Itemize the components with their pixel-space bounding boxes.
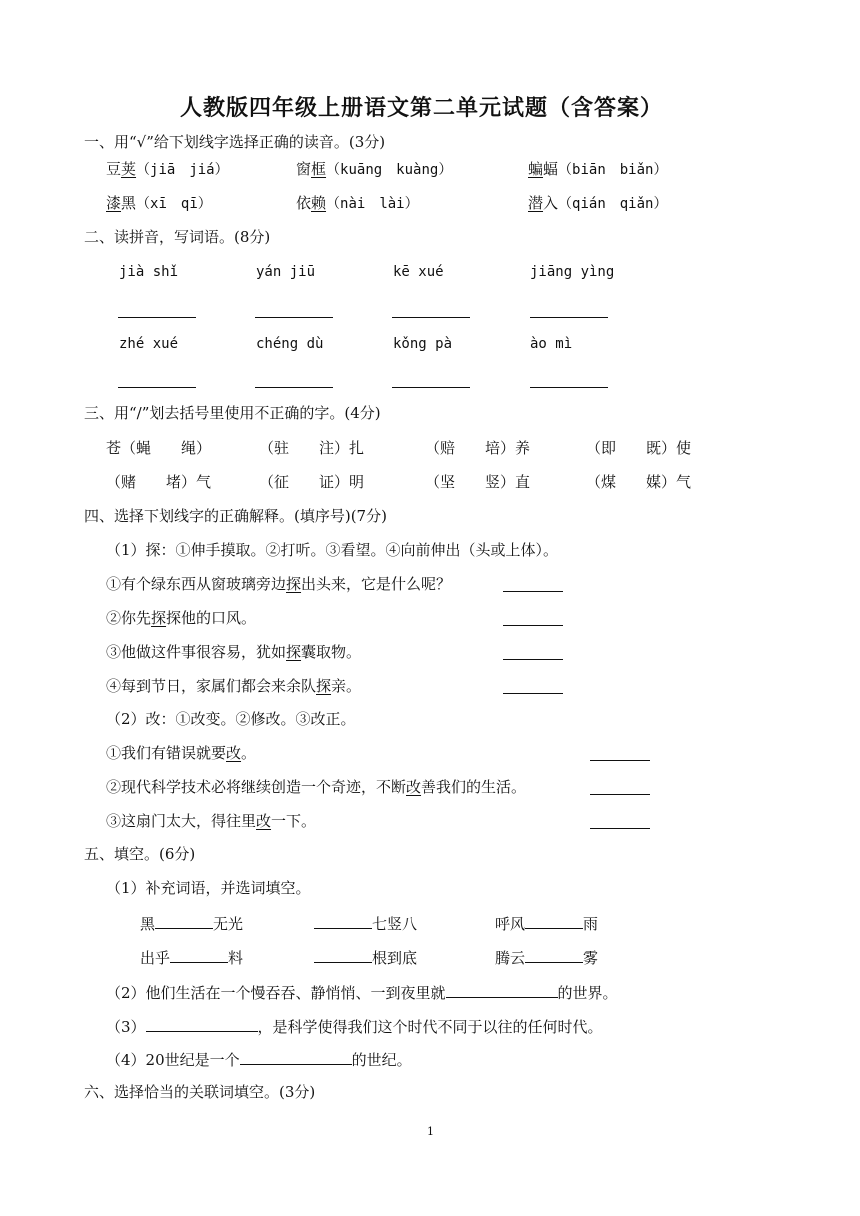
- answer-blank[interactable]: [525, 914, 583, 929]
- underlined-char: 探: [286, 575, 302, 593]
- answer-blank[interactable]: [530, 387, 608, 388]
- sentence: ③这扇门太大，得往里改一下。: [106, 812, 317, 830]
- answer-blank[interactable]: [446, 983, 558, 998]
- idiom-fill: 腾云 雾: [495, 949, 599, 967]
- answer-blank[interactable]: [314, 914, 372, 929]
- underlined-char: 赖: [311, 194, 327, 212]
- underlined-char: 探: [151, 609, 167, 627]
- answer-blank[interactable]: [170, 948, 228, 963]
- answer-blank[interactable]: [314, 948, 372, 963]
- idiom-fill: 出乎 料: [140, 949, 244, 967]
- underlined-char: 改: [406, 778, 422, 796]
- fill-sentence: （3） ，是科学使得我们这个时代不同于以往的任何时代。: [106, 1018, 603, 1036]
- idiom-fill: 呼风 雨: [495, 915, 599, 933]
- section-4-heading: 四、选择下划线字的正确解释。(填序号)(7分): [84, 507, 387, 525]
- pinyin-cue: jià shǐ: [119, 264, 179, 280]
- answer-blank[interactable]: [503, 693, 563, 694]
- s3-item[interactable]: （征 证）明: [259, 473, 365, 491]
- s1-item: 漆黑（xī qī）: [106, 194, 212, 212]
- answer-blank[interactable]: [392, 387, 470, 388]
- pinyin-cue: zhé xué: [119, 336, 179, 352]
- answer-blank[interactable]: [118, 317, 196, 318]
- question-line: （1）补充词语，并选词填空。: [106, 879, 311, 897]
- answer-blank[interactable]: [240, 1050, 352, 1065]
- underlined-char: 改: [226, 744, 242, 762]
- pinyin-cue: kǒng pà: [393, 336, 453, 352]
- idiom-fill: 根到底: [314, 948, 417, 966]
- page-number: 1: [427, 1125, 434, 1138]
- s3-item[interactable]: （赌 堵）气: [106, 473, 212, 491]
- sentence: ①我们有错误就要改。: [106, 744, 257, 762]
- definition-line: （2）改：①改变。②修改。③改正。: [106, 710, 356, 728]
- section-6-heading: 六、选择恰当的关联词填空。(3分): [84, 1083, 316, 1101]
- s3-item[interactable]: （驻 注）扎: [259, 439, 365, 457]
- s1-item: 窗框（kuāng kuàng）: [296, 160, 453, 178]
- idiom-fill: 七竖八: [314, 914, 417, 932]
- underlined-char: 漆: [106, 194, 122, 212]
- answer-blank[interactable]: [590, 760, 650, 761]
- sentence: ②你先探探他的口风。: [106, 609, 257, 627]
- underlined-char: 荚: [121, 160, 137, 178]
- underlined-char: 探: [316, 677, 332, 695]
- fill-sentence: （4）20世纪是一个 的世纪。: [106, 1051, 412, 1069]
- sentence: ③他做这件事很容易，犹如探囊取物。: [106, 643, 362, 661]
- underlined-char: 框: [311, 160, 327, 178]
- section-3-heading: 三、用“/”划去括号里使用不正确的字。(4分): [84, 404, 381, 422]
- pinyin-cue: ào mì: [530, 336, 573, 352]
- pinyin-cue: jiāng yìng: [530, 264, 615, 280]
- s1-item: 豆荚（jiā jiá）: [106, 160, 229, 178]
- s1-item: 蝙蝠（biān biǎn）: [528, 160, 668, 178]
- fill-sentence: （2）他们生活在一个慢吞吞、静悄悄、一到夜里就 的世界。: [106, 984, 618, 1002]
- answer-blank[interactable]: [146, 1017, 258, 1032]
- sentence: ②现代科学技术必将继续创造一个奇迹，不断改善我们的生活。: [106, 778, 527, 796]
- answer-blank[interactable]: [392, 317, 470, 318]
- answer-blank[interactable]: [590, 794, 650, 795]
- answer-blank[interactable]: [118, 387, 196, 388]
- s3-item[interactable]: 苍（蝇 绳）: [106, 439, 212, 457]
- answer-blank[interactable]: [503, 659, 563, 660]
- definition-line: （1）探：①伸手摸取。②打听。③看望。④向前伸出（头或上体）。: [106, 541, 559, 559]
- answer-blank[interactable]: [155, 914, 213, 929]
- underlined-char: 潜: [528, 194, 544, 212]
- sentence: ④每到节日，家属们都会来余队探亲。: [106, 677, 362, 695]
- section-1-heading: 一、用“√”给下划线字选择正确的读音。(3分): [84, 133, 386, 151]
- s1-item: 依赖（nài lài）: [296, 194, 419, 212]
- underlined-char: 探: [286, 643, 302, 661]
- answer-blank[interactable]: [503, 591, 563, 592]
- answer-blank[interactable]: [503, 625, 563, 626]
- answer-blank[interactable]: [530, 317, 608, 318]
- answer-blank[interactable]: [590, 828, 650, 829]
- idiom-fill: 黑 无光: [140, 915, 244, 933]
- section-5-heading: 五、填空。(6分): [84, 845, 196, 863]
- s1-item: 潜入（qián qiǎn）: [528, 194, 668, 212]
- pinyin-cue: yán jiū: [256, 264, 316, 280]
- underlined-char: 蝙: [528, 160, 544, 178]
- underlined-char: 改: [256, 812, 272, 830]
- answer-blank[interactable]: [255, 387, 333, 388]
- pinyin-cue: chéng dù: [256, 336, 324, 352]
- answer-blank[interactable]: [525, 948, 583, 963]
- answer-blank[interactable]: [255, 317, 333, 318]
- s3-item[interactable]: （赔 培）养: [425, 439, 531, 457]
- sentence: ①有个绿东西从窗玻璃旁边探出头来，它是什么呢？: [106, 575, 452, 593]
- s3-item[interactable]: （即 既）使: [586, 439, 692, 457]
- section-2-heading: 二、读拼音，写词语。(8分): [84, 228, 271, 246]
- s3-item[interactable]: （坚 竖）直: [425, 473, 531, 491]
- pinyin-cue: kē xué: [393, 264, 444, 280]
- s3-item[interactable]: （煤 媒）气: [586, 473, 692, 491]
- page-title: 人教版四年级上册语文第二单元试题（含答案）: [180, 95, 664, 121]
